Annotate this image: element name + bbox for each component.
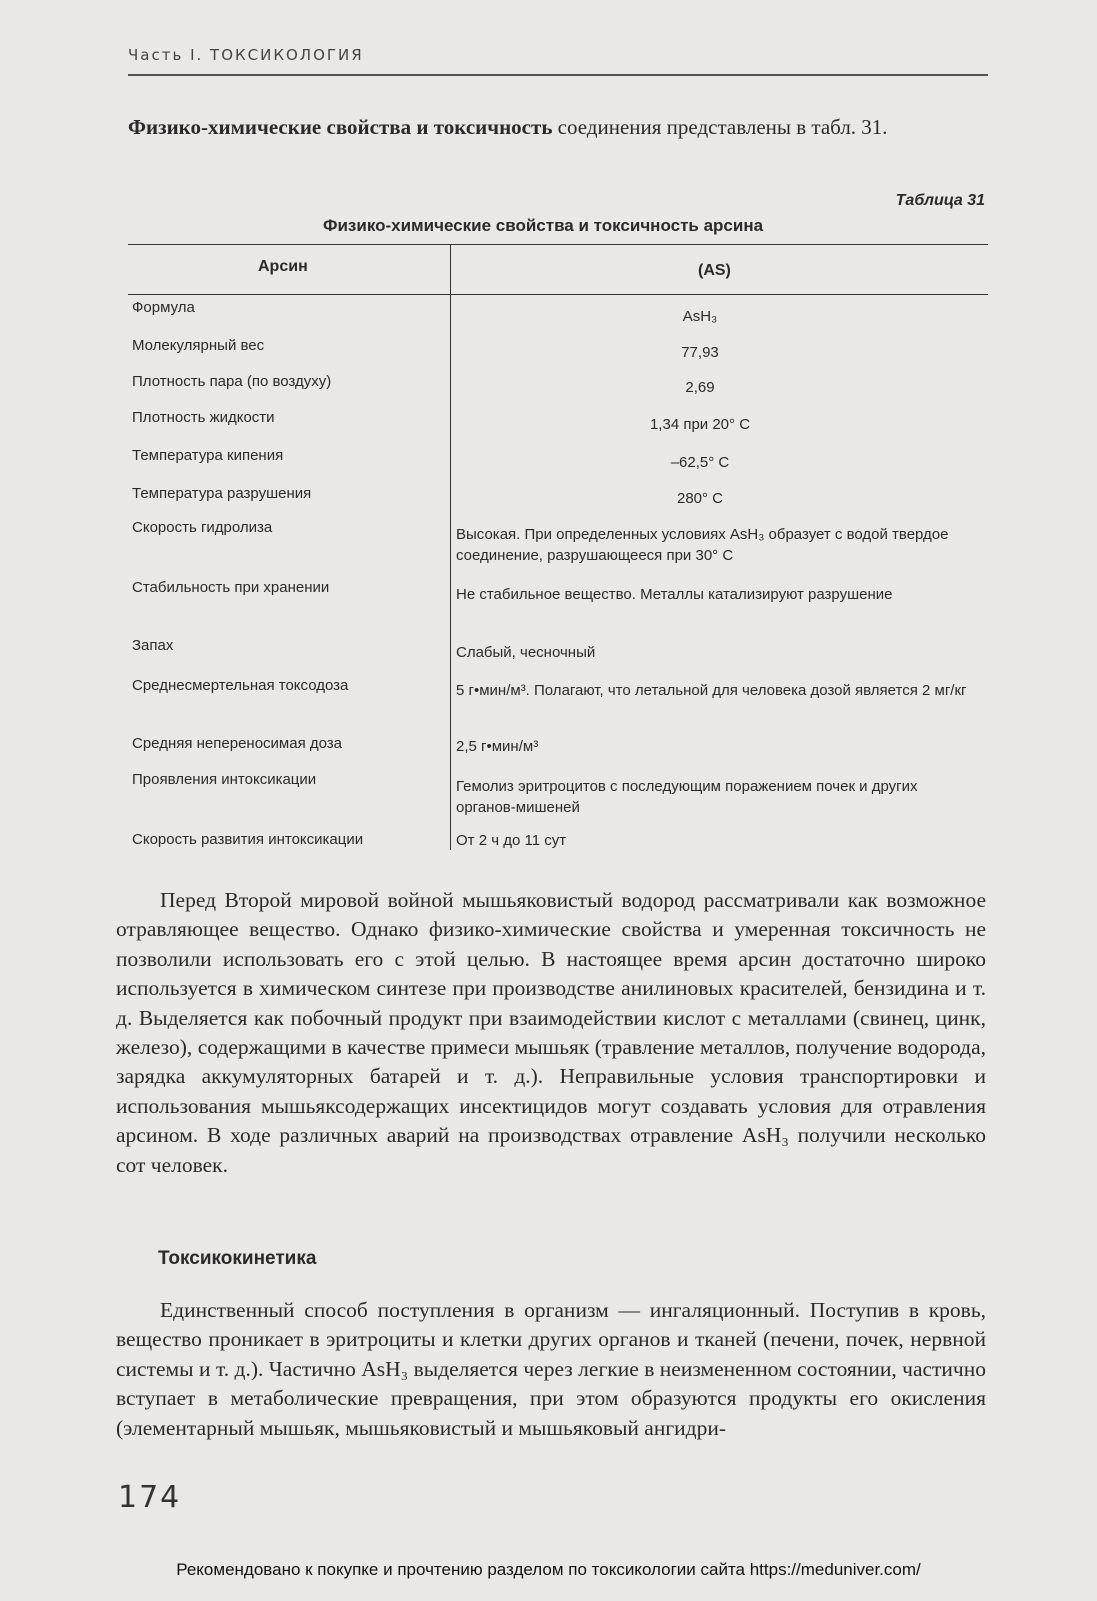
table-column-divider <box>450 244 451 850</box>
table-cell-value: 77,93 <box>681 344 719 361</box>
table-cell-property: Скорость развития интоксикации <box>132 831 364 848</box>
body-paragraph-1: Перед Второй мировой войной мышьяковистый водород рассматривали как возможное отравляющее вещество. Однако физико-химические свойства и умеренная токсичность не позволили использовать его с этой целью. В настоящее время арсин достаточно широко используется в химическом синтезе при производстве анилиновых красителей, бензидина и т. д. Выделяется как побочный продукт при взаимодействии кислот с металлами (свинец, цинк, железо), содержащими в качестве примеси мышьяк (травление металлов, получение водорода, зарядка аккумуляторных батарей и т. д.). Неправильные условия транспортировки и использования мышьяксодержащих инсектицидов могут создавать условия для отравления арсином. В ходе различных аварий на производствах отравление AsH₃ получили несколько сот человек. <box>116 888 986 1177</box>
table-cell-property: Скорость гидролиза <box>132 519 273 536</box>
table-cell-value: 2,69 <box>685 379 715 396</box>
body-paragraph-2: Единственный способ поступления в организм — ингаляционный. Поступив в кровь, вещество проникает в эритроциты и клетки других органов и тканей (печени, почек, нервной системы и т. д.). Частично AsH₃ выделяется через легкие в неизмененном состоянии, частично вступает в метаболические превращения, при этом образуются продукты его окисления (элементарный мышьяк, мышьяковистый и мышьяковый ангидри- <box>116 1298 986 1440</box>
table-cell-property: Плотность пара (по воздуху) <box>132 373 332 390</box>
table-header-substance: Арсин <box>258 258 308 275</box>
table-cell-property: Плотность жидкости <box>132 409 275 426</box>
table-label: Таблица 31 <box>895 192 985 209</box>
table-cell-value: Высокая. При определенных условиях AsH₃ образует с водой твердое соединение, разрушающееся при 30° C <box>456 526 949 564</box>
table-cell-property: Температура разрушения <box>132 485 312 502</box>
page-number: 174 <box>118 1480 182 1515</box>
table-header-code: (AS) <box>698 262 731 279</box>
table-cell-value: 2,5 г•мин/м³ <box>456 738 539 755</box>
table-cell-value: AsH₃ <box>682 308 718 325</box>
footer-recommendation: Рекомендовано к покупке и прочтению разделом по токсикологии сайта https://meduniver.com/ <box>176 1560 921 1579</box>
intro-rest: соединения представлены в табл. 31. <box>552 115 888 139</box>
table-cell-property: Температура кипения <box>132 447 284 464</box>
intro-paragraph <box>128 112 990 142</box>
intro-bold: Физико-химические свойства и токсичность <box>128 115 553 139</box>
table-title: Физико-химические свойства и токсичность арсина <box>322 216 764 235</box>
table-cell-value: 5 г•мин/м³. Полагают, что летальной для человека дозой является 2 мг/кг <box>456 682 967 699</box>
table-cell-value: Слабый, чесночный <box>456 644 596 661</box>
table-cell-property: Среднесмертельная токсодоза <box>132 677 349 694</box>
table-cell-property: Проявления интоксикации <box>132 771 317 788</box>
table-cell-value: 1,34 при 20° C <box>649 416 751 433</box>
table-cell-value: –62,5° C <box>670 454 730 471</box>
table-top-rule <box>128 244 988 245</box>
table-cell-property: Запах <box>132 637 174 654</box>
table-cell-property: Молекулярный вес <box>132 337 265 354</box>
table-cell-property: Формула <box>132 299 195 316</box>
table-cell-value: От 2 ч до 11 сут <box>456 832 567 849</box>
table-cell-value: Не стабильное вещество. Металлы катализируют разрушение <box>456 586 893 603</box>
table-cell-value: 280° C <box>676 490 724 507</box>
section-heading: Токсикокинетика <box>158 1248 317 1269</box>
running-head: Часть I. ТОКСИКОЛОГИЯ <box>128 46 364 64</box>
table-cell-value: Гемолиз эритроцитов с последующим поражением почек и других органов-мишеней <box>456 778 918 816</box>
header-rule <box>128 74 988 76</box>
table-cell-property: Средняя непереносимая доза <box>132 735 343 752</box>
table-header-rule <box>128 294 988 295</box>
table-cell-property: Стабильность при хранении <box>132 579 330 596</box>
